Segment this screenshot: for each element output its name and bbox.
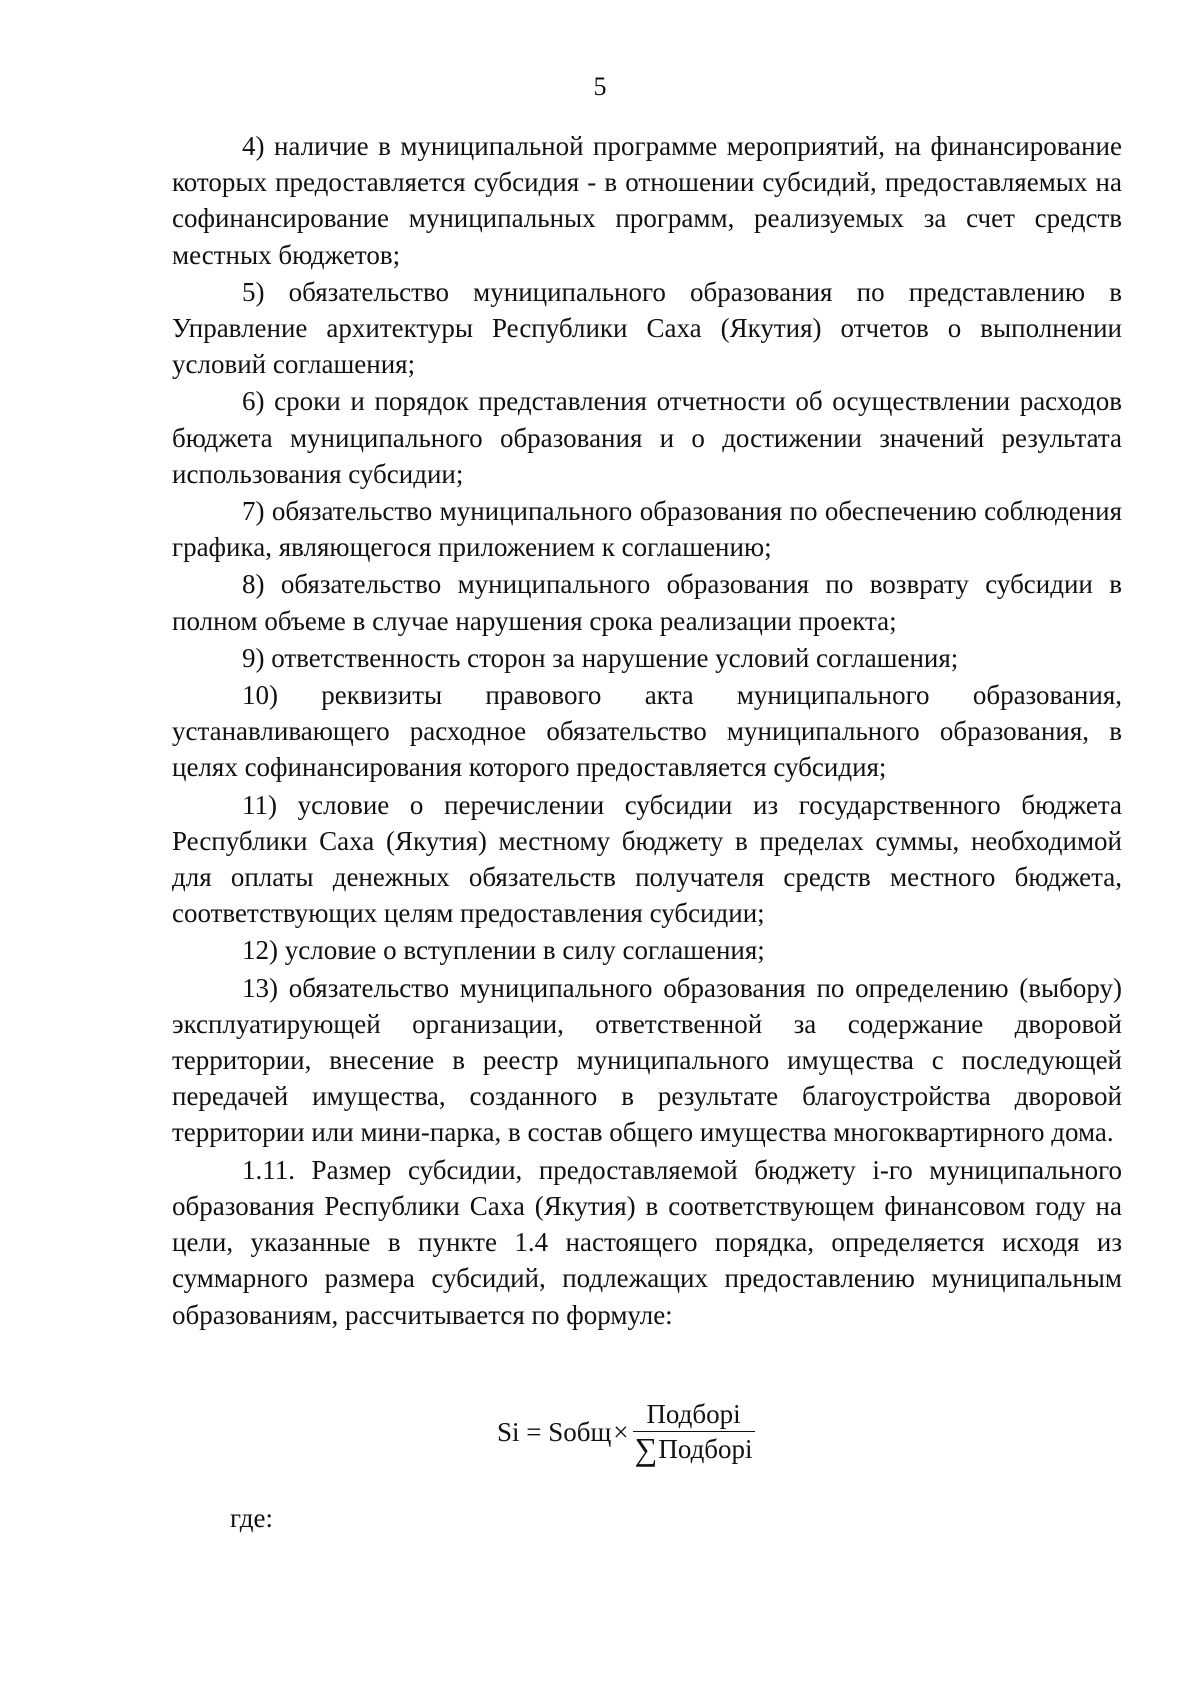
formula-numerator: Подборi	[646, 1398, 741, 1429]
formula-denominator	[633, 1431, 755, 1468]
paragraph-item-13: 13) обязательство муниципального образования по определению (выбору) эксплуатирующей организации, ответственной за содержание дворовой территории, внесение в реестр муниципального имущества с последующей передачей имущества, созданного в результате благоустройства дворовой территории или мини-парка, в состав общего имущества многоквартирного дома.	[172, 972, 1122, 1148]
subsidy-formula	[497, 1397, 755, 1467]
paragraph-1-11: 1.11. Размер субсидии, предоставляемой бюджету i-го муниципального образования Республики Саха (Якутия) в соответствующем финансовом году на цели, указанные в пункте 1.4 настоящего порядка, определяется исходя из суммарного размера субсидий, подлежащих предоставлению муниципальным образованиям, рассчитывается по формуле:	[172, 1154, 1122, 1330]
paragraph-item-8: 8) обязательство муниципального образования по возврату субсидии в полном объеме в случае нарушения срока реализации проекта;	[172, 569, 1122, 636]
formula-denominator-text: Подборi	[658, 1434, 753, 1465]
page-number: 5	[593, 72, 607, 101]
paragraph-item-12: 12) условие о вступлении в силу соглашения;	[242, 935, 765, 966]
paragraph-item-5: 5) обязательство муниципального образования по представлению в Управление архитектуры Республики Саха (Якутия) отчетов о выполнении условий соглашения;	[172, 276, 1122, 380]
paragraph-item-4: 4) наличие в муниципальной программе мероприятий, на финансирование которых предоставляется субсидия - в отношении субсидий, предоставляемых на софинансирование муниципальных программ, реализуемых за счет средств местных бюджетов;	[172, 131, 1122, 270]
where-label: где:	[230, 1503, 273, 1533]
paragraph-item-7: 7) обязательство муниципального образования по обеспечению соблюдения графика, являющегося приложением к соглашению;	[172, 496, 1122, 563]
formula-lhs: Si = Sобщ	[497, 1416, 612, 1447]
paragraph-item-10: 10) реквизиты правового акта муниципального образования, устанавливающего расходное обязательство муниципального образования, в целях софинансирования которого предоставляется субсидия;	[172, 680, 1122, 783]
paragraph-item-11: 11) условие о перечислении субсидии из государственного бюджета Республики Саха (Якутия) местному бюджету в пределах суммы, необходимой для оплаты денежных обязательств получателя средств местного бюджета, соответствующих целям предоставления субсидии;	[172, 789, 1122, 929]
formula-fraction	[633, 1399, 755, 1466]
document-body	[172, 128, 1122, 1334]
sum-symbol: ∑	[634, 1431, 658, 1468]
paragraph-item-6: 6) сроки и порядок представления отчетности об осуществлении расходов бюджета муниципального образования и о достижении значений результата использования субсидии;	[172, 386, 1122, 489]
paragraph-item-9: 9) ответственность сторон за нарушение условий соглашения;	[242, 642, 959, 673]
formula-multiply-sign: ×	[613, 1416, 629, 1447]
